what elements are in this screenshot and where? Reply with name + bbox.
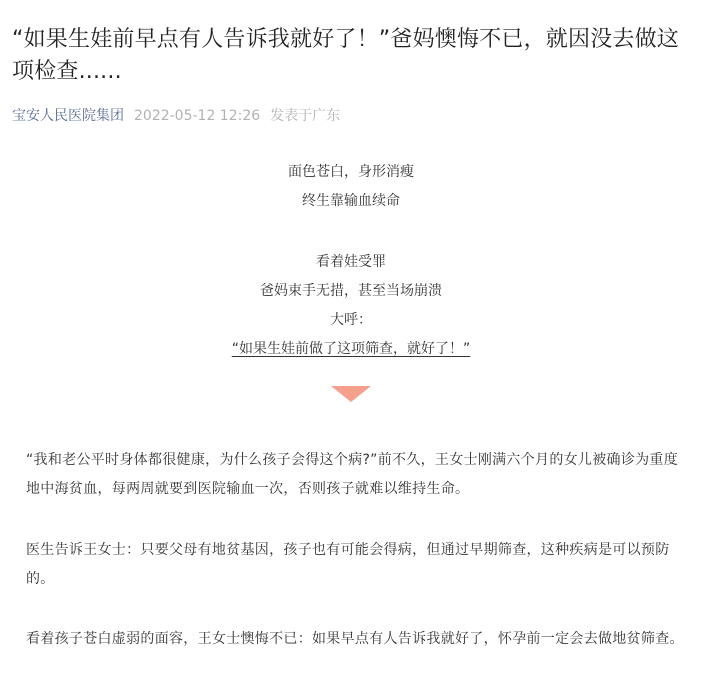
article-title: “如果生娃前早点有人告诉我就好了！”爸妈懊悔不已，就因没去做这项检查...... [12, 27, 679, 84]
article-meta [12, 106, 340, 126]
publish-location: 发表于广东 [270, 108, 341, 124]
intro-line: 爸妈束手无措，甚至当场崩溃 [260, 283, 442, 299]
intro-line: 看着娃受罪 [316, 254, 386, 270]
intro-quote: “如果生娃前做了这项筛查，就好了！” [231, 341, 471, 357]
body-paragraph: 医生告诉王女士：只要父母有地贫基因，孩子也有可能会得病，但通过早期筛查，这种疾病是可以预防的。 [26, 542, 670, 587]
intro-block-a [0, 158, 702, 216]
intro-line: 终生靠输血续命 [302, 193, 400, 209]
account-name-link[interactable]: 宝安人民医院集团 [12, 108, 124, 124]
body-paragraph: “我和老公平时身体都很健康，为什么孩子会得这个病?”前不久，王女士刚满六个月的女儿被确诊为重度地中海贫血，每两周就要到医院输血一次，否则孩子就难以维持生命。 [26, 452, 679, 497]
intro-line: 面色苍白，身形消瘦 [288, 164, 414, 180]
intro-line: 大呼： [330, 312, 372, 328]
triangle-divider-icon [331, 386, 371, 402]
intro-block-b [0, 248, 702, 364]
publish-time: 2022-05-12 12:26 [134, 108, 261, 124]
body-paragraph: 看着孩子苍白虚弱的面容，王女士懊悔不已：如果早点有人告诉我就好了，怀孕前一定会去做地贫筛查。 [26, 631, 684, 647]
